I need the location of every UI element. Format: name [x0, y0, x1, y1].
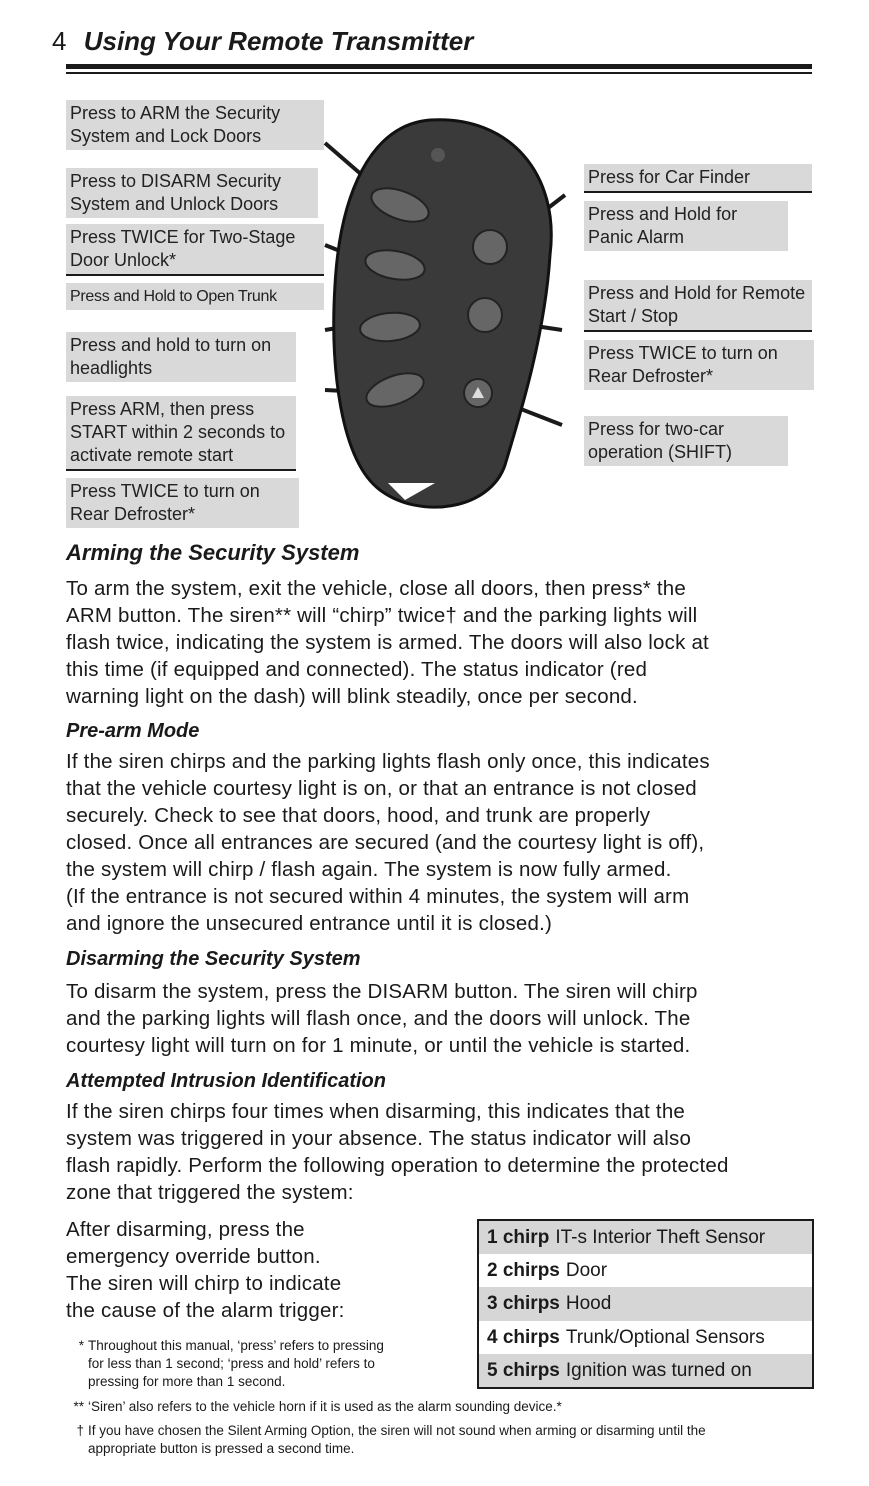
footnote-siren: [73, 1398, 808, 1416]
header-rule-thin: [66, 72, 812, 74]
arming-paragraph: [66, 575, 816, 710]
arming-line: To arm the system, exit the vehicle, close all doors, then press* the: [66, 577, 686, 600]
chirp-row: [479, 1287, 812, 1320]
prearm-line: that the vehicle courtesy light is on, or that an entrance is not closed: [66, 777, 697, 800]
remote-body: [334, 120, 551, 507]
remote-start-stop-button[interactable]: [468, 298, 502, 332]
chirp-meaning: Ignition was turned on: [565, 1359, 752, 1381]
label-headlights: Press and hold to turn on headlights: [66, 332, 296, 382]
prearm-line: closed. Once all entrances are secured (and the courtesy light is off),: [66, 831, 705, 854]
label-shift: Press for two-car operation (SHIFT): [584, 416, 788, 466]
arming-line: this time (if equipped and connected). The status indicator (red: [66, 658, 648, 681]
page-title: Using Your Remote Transmitter: [83, 26, 474, 56]
chirp-meaning: Trunk/Optional Sensors: [565, 1326, 765, 1348]
intrusion-line: If the siren chirps four times when disarming, this indicates that the: [66, 1100, 686, 1123]
footnote-line: pressing for more than 1 second.: [88, 1374, 286, 1389]
section-title-disarming: Disarming the Security System: [66, 948, 361, 970]
intrusion-line: flash rapidly. Perform the following operation to determine the protected: [66, 1154, 729, 1177]
footnote-mark: *: [78, 1338, 84, 1353]
prearm-paragraph: [66, 748, 816, 937]
chirp-count: 1 chirp: [487, 1227, 550, 1248]
label-two-stage-unlock: Press TWICE for Two-Stage Door Unlock*: [66, 224, 324, 276]
chirp-row: [479, 1354, 812, 1387]
section-title-arming: Arming the Security System: [66, 540, 360, 565]
prearm-line: If the siren chirps and the parking lights flash only once, this indicates: [66, 750, 710, 773]
page-number: 4: [52, 26, 67, 56]
footnote-line: If you have chosen the Silent Arming Option, the siren will not sound when arming or disarming until the: [88, 1423, 706, 1438]
chirp-table: [477, 1219, 814, 1389]
chirp-row: [479, 1221, 812, 1254]
footnote-line: ‘Siren’ also refers to the vehicle horn if it is used as the alarm sounding device.*: [88, 1399, 562, 1414]
after-disarm-line: The siren will chirp to indicate: [66, 1272, 342, 1295]
chirp-count: 3 chirps: [487, 1293, 560, 1315]
prearm-line: securely. Check to see that doors, hood, and trunk are properly: [66, 804, 651, 827]
header-rule-thick: [66, 64, 812, 69]
label-rear-defroster-right: Press TWICE to turn on Rear Defroster*: [584, 340, 814, 390]
label-disarm: Press to DISARM Security System and Unlock Doors: [66, 168, 318, 218]
footnote-line: appropriate button is pressed a second time.: [88, 1441, 355, 1456]
after-disarm-paragraph: [66, 1216, 466, 1324]
prearm-line: the system will chirp / flash again. The system is now fully armed.: [66, 858, 672, 881]
footnote-line: Throughout this manual, ‘press’ refers to pressing: [88, 1338, 384, 1353]
disarming-line: courtesy light will turn on for 1 minute, or until the vehicle is started.: [66, 1034, 691, 1057]
chirp-meaning: Door: [565, 1260, 608, 1282]
after-disarm-line: emergency override button.: [66, 1245, 321, 1268]
footnote-press: [78, 1337, 448, 1391]
label-rear-defroster-left: Press TWICE to turn on Rear Defroster*: [66, 478, 299, 528]
arming-line: flash twice, indicating the system is armed. The doors will also lock at: [66, 631, 709, 654]
logo-mark: [431, 148, 445, 162]
label-car-finder: Press for Car Finder: [584, 164, 812, 193]
footnote-silent-arming: [76, 1422, 808, 1458]
chirp-row: [479, 1254, 812, 1287]
chirp-count: 2 chirps: [487, 1260, 560, 1282]
disarming-line: and the parking lights will flash once, and the doors will unlock. The: [66, 1007, 691, 1030]
section-title-prearm: Pre-arm Mode: [66, 720, 200, 742]
section-title-intrusion: Attempted Intrusion Identification: [66, 1070, 386, 1092]
chirp-meaning: Hood: [565, 1293, 612, 1315]
chirp-row: [479, 1321, 812, 1354]
footnote-mark: †: [76, 1423, 84, 1438]
arming-line: ARM button. The siren** will “chirp” twice† and the parking lights will: [66, 604, 698, 627]
intrusion-line: system was triggered in your absence. The status indicator will also: [66, 1127, 692, 1150]
disarming-line: To disarm the system, press the DISARM button. The siren will chirp: [66, 980, 698, 1003]
label-remote-start-stop: Press and Hold for Remote Start / Stop: [584, 280, 812, 332]
chirp-count: 4 chirps: [487, 1326, 560, 1348]
after-disarm-line: After disarming, press the: [66, 1218, 305, 1241]
prearm-line: and ignore the unsecured entrance until it is closed.): [66, 912, 553, 935]
chirp-count: 5 chirps: [487, 1359, 560, 1381]
panic-button[interactable]: [473, 230, 507, 264]
chirp-meaning: IT-s Interior Theft Sensor: [555, 1227, 766, 1248]
prearm-line: (If the entrance is not secured within 4 minutes, the system will arm: [66, 885, 690, 908]
label-open-trunk: Press and Hold to Open Trunk: [66, 283, 324, 310]
arming-line: warning light on the dash) will blink steadily, once per second.: [66, 685, 638, 708]
remote-transmitter-image: [300, 105, 600, 525]
after-disarm-line: the cause of the alarm trigger:: [66, 1299, 345, 1322]
label-remote-start-combo: Press ARM, then press START within 2 seconds to activate remote start: [66, 396, 296, 471]
footnote-mark: **: [73, 1399, 84, 1414]
disarming-paragraph: [66, 978, 816, 1059]
intrusion-line: zone that triggered the system:: [66, 1181, 354, 1204]
footnote-line: for less than 1 second; ‘press and hold’ refers to: [88, 1356, 375, 1371]
label-panic-alarm: Press and Hold for Panic Alarm: [584, 201, 788, 251]
page-header: [52, 26, 473, 57]
intrusion-paragraph: [66, 1098, 816, 1206]
label-arm: Press to ARM the Security System and Lock Doors: [66, 100, 324, 150]
